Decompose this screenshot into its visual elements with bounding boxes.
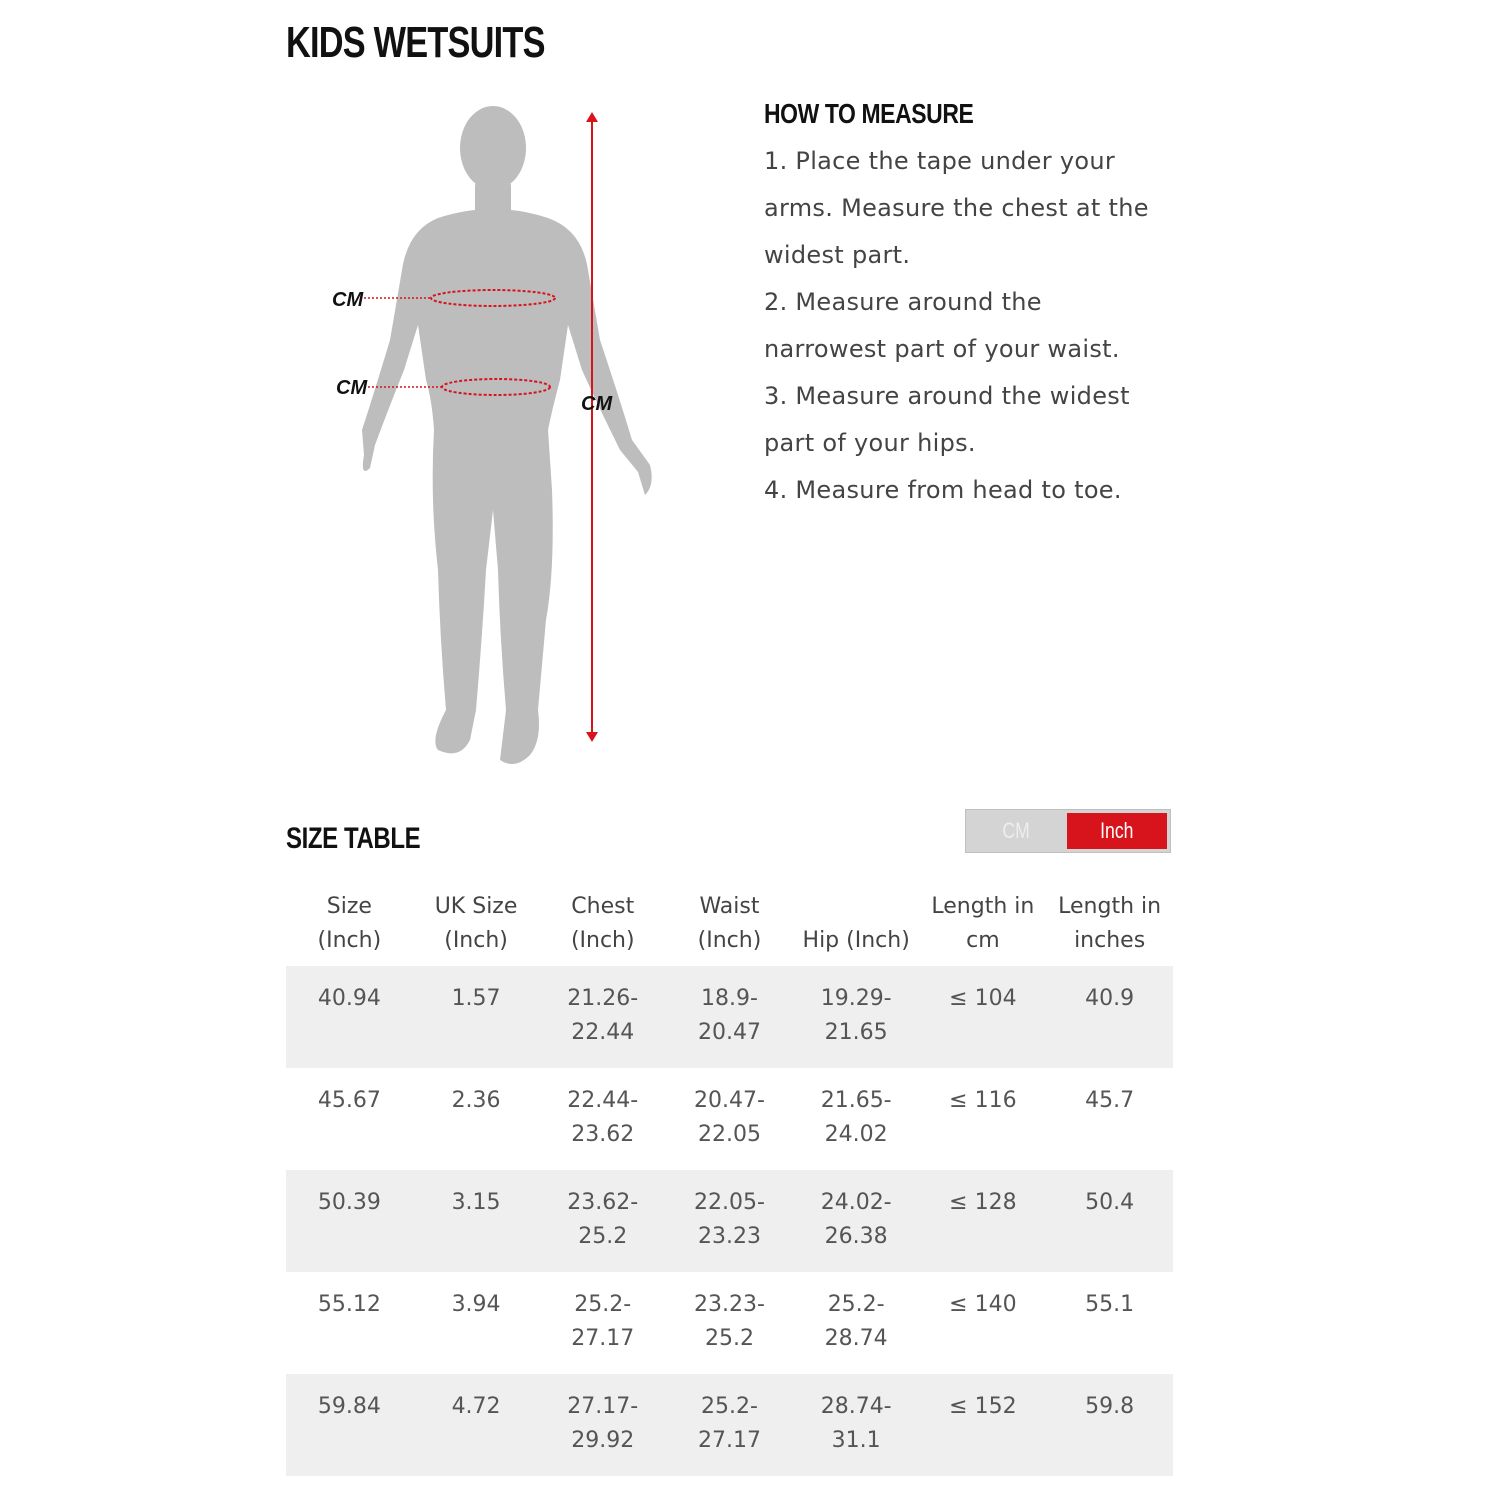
size-table-title: SIZE TABLE [286,822,421,855]
column-header-line: Length in [931,894,1035,919]
table-cell-line: 25.2- [574,1292,632,1317]
column-header [286,878,413,966]
table-cell-line: 22.05 [697,1122,761,1147]
table-cell [286,966,413,1068]
table-cell-line: 23.62 [571,1122,635,1147]
column-header [793,878,920,966]
body-measurement-figure [320,100,680,780]
table-cell-line: 59.84 [317,1394,381,1419]
column-header-line: Hip (Inch) [802,928,910,953]
table-cell [539,1170,666,1272]
table-cell-line: 27.17 [697,1428,761,1453]
table-cell-line: 40.9 [1085,986,1135,1011]
table-cell-line: 21.65 [824,1020,888,1045]
measure-step-line: 4. Measure from head to toe. [764,476,1122,504]
column-header-line: (Inch) [444,928,508,953]
table-cell [1046,966,1173,1068]
height-measure-line [586,112,598,742]
table-cell-line: 25.2- [700,1394,758,1419]
table-cell [920,1374,1047,1476]
measure-step-line: arms. Measure the chest at the [764,194,1149,222]
height-cm-label: CM [581,393,613,415]
table-cell [1046,1374,1173,1476]
table-cell-line: 25.2 [704,1326,754,1351]
table-cell-line: ≤ 104 [949,986,1017,1011]
column-header-line: (Inch) [570,928,635,953]
table-cell-line: 55.1 [1085,1292,1135,1317]
table-cell [666,1272,793,1374]
table-cell [793,1272,920,1374]
column-header-line: Waist [699,894,760,919]
table-cell [666,1374,793,1476]
measure-step-line: 1. Place the tape under your [764,147,1116,175]
column-header-line: (Inch) [697,928,762,953]
table-cell-line: ≤ 128 [949,1190,1017,1215]
table-cell [793,1068,920,1170]
table-cell-line: 21.65- [820,1088,892,1113]
table-cell [793,1374,920,1476]
chest-cm-label: CM [332,289,364,311]
measure-step-line: part of your hips. [764,429,976,457]
table-cell-line: 50.4 [1085,1190,1135,1215]
size-table [286,878,1173,1476]
table-cell-line: 20.47 [697,1020,761,1045]
measure-step-line: narrowest part of your waist. [764,335,1120,363]
table-cell [539,1374,666,1476]
table-cell-line: 28.74- [820,1394,892,1419]
column-header [920,878,1047,966]
unit-toggle-inch-button[interactable] [1067,813,1168,849]
table-cell-line: 29.92 [571,1428,635,1453]
table-cell-line: ≤ 116 [949,1088,1017,1113]
table-cell [920,1068,1047,1170]
column-header-line: (Inch) [317,928,382,953]
table-cell-line: 24.02 [824,1122,888,1147]
table-cell [286,1374,413,1476]
waist-cm-label: CM [336,377,368,399]
table-row [286,1272,1173,1374]
table-row [286,1170,1173,1272]
column-header [666,878,793,966]
table-cell-line: 45.7 [1085,1088,1135,1113]
table-cell-line: ≤ 152 [949,1394,1017,1419]
table-cell [413,1068,540,1170]
table-cell-line: 18.9- [700,986,758,1011]
column-header-line: UK Size [434,894,518,919]
how-to-measure-title: HOW TO MEASURE [764,98,974,129]
table-cell [286,1272,413,1374]
table-cell [413,1374,540,1476]
column-header-line: cm [966,928,1000,953]
human-silhouette [362,106,652,764]
table-cell-line: 27.17- [567,1394,639,1419]
measure-step-line: 3. Measure around the widest [764,382,1130,410]
table-cell [286,1170,413,1272]
table-cell-line: 21.26- [567,986,639,1011]
table-cell [539,966,666,1068]
column-header-line: inches [1074,928,1146,953]
table-cell [920,1170,1047,1272]
table-cell [1046,1068,1173,1170]
table-cell-line: 25.2 [578,1224,628,1249]
column-header [539,878,666,966]
unit-toggle[interactable] [965,809,1171,853]
table-cell-line: 24.02- [820,1190,892,1215]
table-cell-line: 1.57 [451,986,501,1011]
table-cell [413,966,540,1068]
column-header [1046,878,1173,966]
table-cell [539,1068,666,1170]
column-header-line: Size [326,894,372,919]
table-cell-line: 55.12 [317,1292,381,1317]
table-cell-line: 22.44 [571,1020,635,1045]
table-cell [666,1068,793,1170]
table-cell-line: 59.8 [1085,1394,1135,1419]
table-row [286,966,1173,1068]
table-cell [1046,1272,1173,1374]
table-row [286,1374,1173,1476]
table-cell-line: ≤ 140 [949,1292,1017,1317]
table-cell-line: 19.29- [820,986,892,1011]
size-table-header-row [286,878,1173,966]
table-cell-line: 4.72 [451,1394,501,1419]
page-title: KIDS WETSUITS [286,18,545,67]
unit-toggle-cm-label: CM [1002,818,1030,843]
measure-step-line: widest part. [764,241,911,269]
table-cell-line: 27.17 [571,1326,635,1351]
column-header-line: Length in [1058,894,1162,919]
table-cell [413,1272,540,1374]
table-cell [1046,1170,1173,1272]
table-row [286,1068,1173,1170]
table-cell-line: 31.1 [831,1428,881,1453]
measure-steps-list [764,138,1184,514]
table-cell-line: 20.47- [694,1088,765,1113]
table-cell [793,966,920,1068]
table-cell-line: 22.05- [694,1190,765,1215]
table-cell [920,1272,1047,1374]
unit-toggle-cm-button[interactable] [966,810,1067,852]
table-cell-line: 50.39 [317,1190,381,1215]
how-to-measure-section [764,98,1184,514]
table-cell [286,1068,413,1170]
table-cell [666,966,793,1068]
table-cell-line: 26.38 [824,1224,888,1249]
measure-step-line: 2. Measure around the [764,288,1042,316]
table-cell-line: 2.36 [451,1088,501,1113]
table-cell-line: 23.23 [697,1224,761,1249]
table-cell [666,1170,793,1272]
table-cell-line: 3.94 [451,1292,501,1317]
table-cell [920,966,1047,1068]
table-cell-line: 28.74 [824,1326,888,1351]
table-cell-line: 45.67 [317,1088,381,1113]
unit-toggle-inch-label: Inch [1100,818,1134,843]
table-cell-line: 25.2- [827,1292,885,1317]
table-cell-line: 23.62- [567,1190,639,1215]
table-cell [539,1272,666,1374]
table-cell-line: 23.23- [694,1292,765,1317]
table-cell-line: 40.94 [317,986,381,1011]
column-header [413,878,540,966]
table-cell [413,1170,540,1272]
table-cell-line: 22.44- [567,1088,639,1113]
table-cell [793,1170,920,1272]
column-header-line: Chest [571,894,635,919]
size-table-body [286,966,1173,1476]
table-cell-line: 3.15 [451,1190,501,1215]
